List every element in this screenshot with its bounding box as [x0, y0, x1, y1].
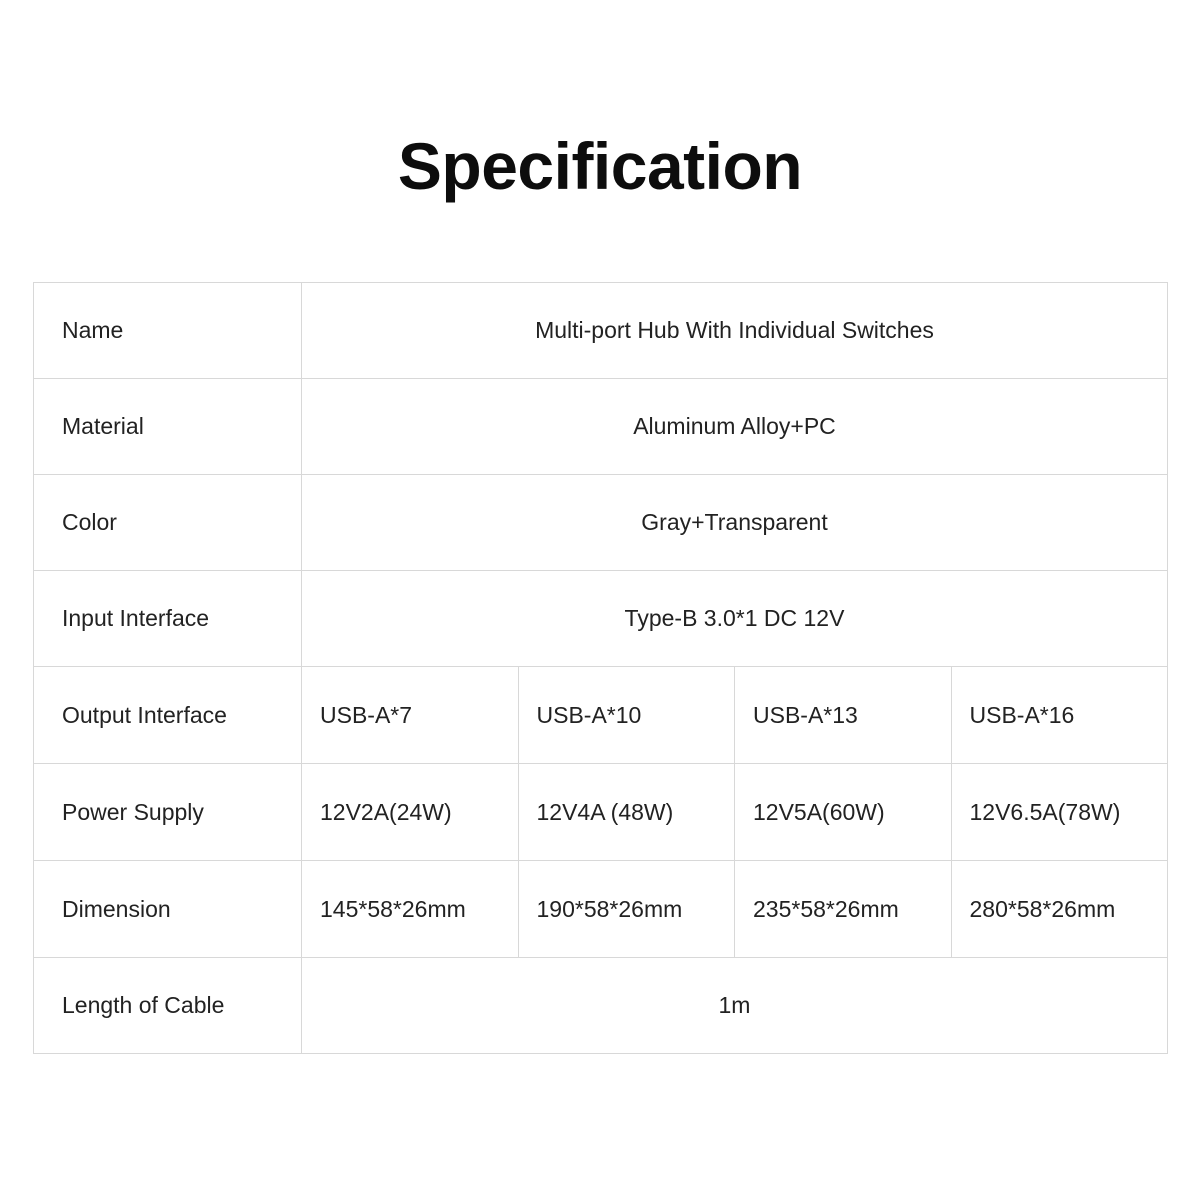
table-row [34, 379, 1168, 475]
dimension-variant-2: 190*58*26mm [518, 861, 735, 958]
power-supply-variant-1: 12V2A(24W) [302, 764, 519, 861]
power-supply-variant-3: 12V5A(60W) [735, 764, 952, 861]
power-supply-variant-2: 12V4A (48W) [518, 764, 735, 861]
power-supply-variant-4: 12V6.5A(78W) [951, 764, 1168, 861]
row-label-output-interface: Output Interface [34, 667, 302, 764]
row-value-input-interface: Type-B 3.0*1 DC 12V [302, 571, 1168, 667]
row-label-material: Material [34, 379, 302, 475]
page-title: Specification [397, 129, 803, 203]
row-label-name: Name [34, 283, 302, 379]
row-value-color: Gray+Transparent [302, 475, 1168, 571]
table-row [34, 283, 1168, 379]
dimension-variant-3: 235*58*26mm [735, 861, 952, 958]
table-row [34, 667, 1168, 764]
output-interface-variant-4: USB-A*16 [951, 667, 1168, 764]
table-row [34, 571, 1168, 667]
row-value-material: Aluminum Alloy+PC [302, 379, 1168, 475]
row-value-length-of-cable: 1m [302, 958, 1168, 1054]
row-label-length-of-cable: Length of Cable [34, 958, 302, 1054]
row-value-name: Multi-port Hub With Individual Switches [302, 283, 1168, 379]
dimension-variant-1: 145*58*26mm [302, 861, 519, 958]
row-label-dimension: Dimension [34, 861, 302, 958]
table-row [34, 861, 1168, 958]
table-row [34, 475, 1168, 571]
output-interface-variant-2: USB-A*10 [518, 667, 735, 764]
row-label-color: Color [34, 475, 302, 571]
specification-table [33, 282, 1168, 1054]
table-row [34, 958, 1168, 1054]
row-label-power-supply: Power Supply [34, 764, 302, 861]
row-label-input-interface: Input Interface [34, 571, 302, 667]
table-row [34, 764, 1168, 861]
output-interface-variant-1: USB-A*7 [302, 667, 519, 764]
dimension-variant-4: 280*58*26mm [951, 861, 1168, 958]
output-interface-variant-3: USB-A*13 [735, 667, 952, 764]
